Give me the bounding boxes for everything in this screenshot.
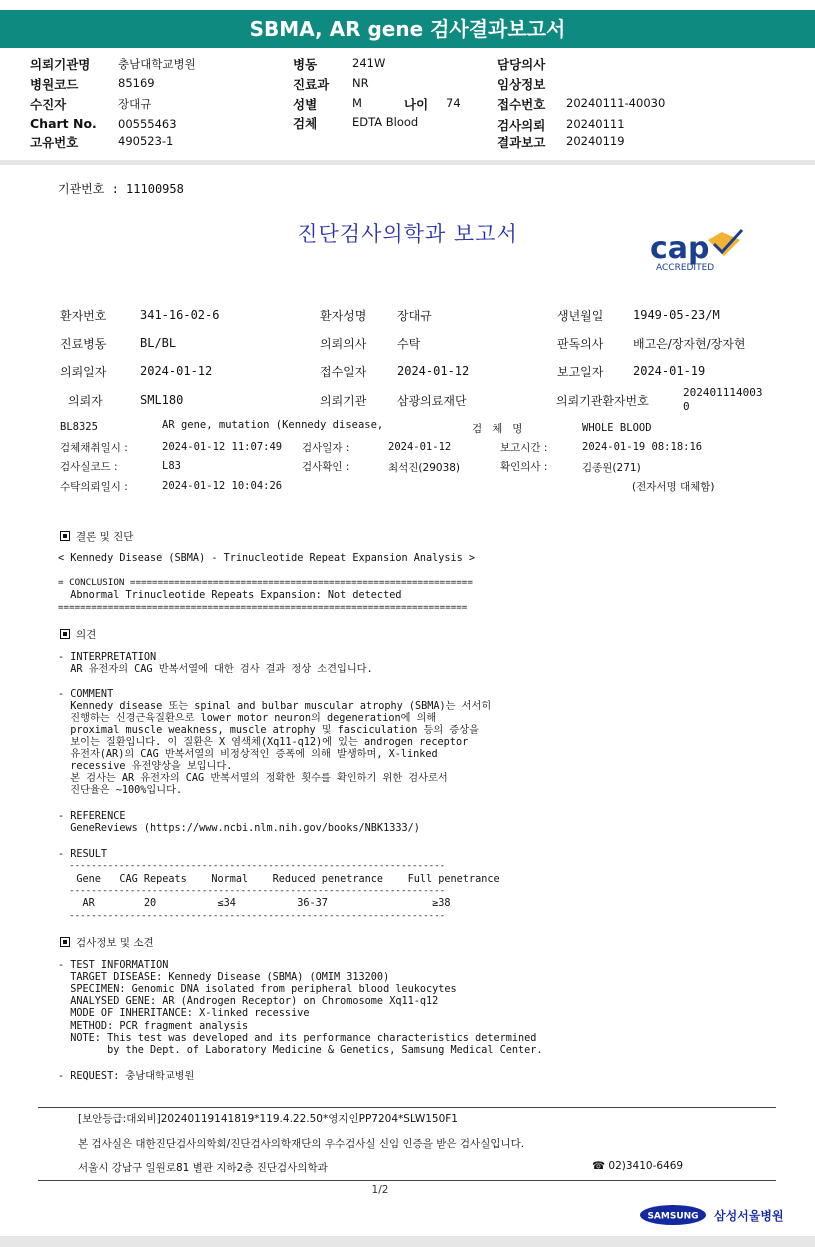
header-info (0, 55, 815, 153)
testinfo-line: ANALYSED GENE: AR (Androgen Receptor) on Chromosome Xq11-q12 (58, 996, 439, 1007)
comment-line: Kennedy disease 또는 spinal and bulbar muscular atrophy (SBMA)는 서서히 (58, 701, 492, 712)
patient-value: 장대규 (397, 309, 432, 323)
testinfo-line: SPECIMEN: Genomic DNA isolated from peripheral blood leukocytes (58, 984, 457, 995)
patient-label: 환자성명 (320, 309, 367, 323)
test-date-value: 2024-01-12 (388, 441, 452, 453)
cert-line: 본 검사실은 대한진단검사의학회/진단검사의학재단의 우수검사실 신임 인증을 받은 검사실입니다. (78, 1138, 525, 1150)
patient-value: 수탁 (397, 337, 421, 351)
header-value: 241W (352, 56, 386, 70)
address-line: 서울시 강남구 일원로81 별관 지하2층 진단검사의학과 (78, 1162, 328, 1174)
header-label: 의뢰기관명 (30, 57, 91, 72)
table-header: Gene CAG Repeats Normal Reduced penetrance Full penetrance (58, 874, 500, 885)
conclusion-line: = CONCLUSION ============================================================== (58, 577, 473, 588)
doctor-label: 확인의사 : (500, 461, 548, 473)
patient-label: 의뢰의사 (320, 337, 367, 351)
header-value: 20240119 (566, 134, 625, 148)
square-bullet-icon (60, 937, 70, 947)
header-value: 20240111 (566, 117, 625, 131)
interp-head: - INTERPRETATION (58, 652, 157, 663)
svg-text:cap: cap (650, 231, 710, 266)
header-value: 장대규 (118, 97, 152, 111)
patient-label: 의뢰일자 (60, 365, 107, 379)
patient-value: 삼광의료재단 (397, 394, 467, 408)
header-label: 고유번호 (30, 135, 79, 150)
header-label: 임상정보 (497, 77, 546, 92)
order-value: 2024-01-12 10:04:26 (162, 480, 283, 492)
header-label: 진료과 (293, 77, 330, 92)
order-label: 수탁의뢰일시 : (60, 481, 128, 493)
comment-line: 진단율은 ~100%입니다. (58, 785, 183, 796)
header-value: M (352, 96, 362, 110)
header-value: 20240111-40030 (566, 96, 666, 110)
comment-line: 본 검사는 AR 유전자의 CAG 반복서열의 정확한 횟수를 확인하기 위한 검사로서 (58, 773, 448, 784)
cap-accredited-logo (650, 226, 760, 280)
footer-divider (38, 1180, 776, 1181)
bottom-bar (0, 1236, 815, 1247)
doctor-value: 김종원(271) (582, 462, 641, 474)
analysis-title: < Kennedy Disease (SBMA) - Trinucleotide Repeat Expansion Analysis > (58, 553, 476, 564)
header-value: 충남대학교병원 (118, 57, 196, 71)
conclusion-end: ========================================================================== (58, 602, 468, 613)
sign-note: (전자서명 대체함) (632, 481, 715, 493)
comment-line: 보이는 질환입니다. 이 질환은 X 염색체(Xq11-q12)에 있는 androgen receptor (58, 737, 469, 748)
patient-label: 판독의사 (557, 337, 604, 351)
test-code: BL8325 (60, 421, 98, 433)
patient-value: 2024-01-19 (633, 364, 706, 378)
page-number: 1/2 (371, 1184, 389, 1196)
header-value: NR (352, 76, 369, 90)
patient-value: 배고은/장자현/장자현 (633, 337, 746, 351)
patient-value: 2024-01-12 (140, 364, 213, 378)
report-time-label: 보고시간 : (500, 442, 548, 454)
table-rule: -------------------------------------------------------------------- (58, 910, 446, 921)
header-label-age: 나이 (404, 97, 429, 112)
testinfo-line: METHOD: PCR fragment analysis (58, 1021, 249, 1032)
header-value-age: 74 (446, 96, 461, 110)
testinfo-line: MODE OF INHERITANCE: X-linked recessive (58, 1008, 310, 1019)
section-testinfo-title (60, 935, 154, 950)
header-label: Chart No. (30, 116, 97, 131)
room-label: 검사실코드 : (60, 461, 118, 473)
comment-line: 진행하는 신경근육질환으로 lower motor neuron의 degeneration에 의해 (58, 713, 437, 724)
ref-text: GeneReviews (https://www.ncbi.nlm.nih.gov/books/NBK1333/) (58, 823, 420, 834)
patient-label: 환자번호 (60, 309, 107, 323)
cap-accredited-text: ACCREDITED (656, 263, 715, 273)
samsung-hospital-logo (640, 1202, 790, 1232)
specimen-label: 검 체 명 (472, 423, 523, 435)
samsung-logo-text: SAMSUNG (647, 1211, 699, 1222)
section-title-text: 검사정보 및 소견 (76, 937, 154, 949)
header-label: 접수번호 (497, 97, 546, 112)
header-label: 성별 (293, 97, 318, 112)
specimen-value: WHOLE BLOOD (582, 422, 652, 434)
patient-label: 접수일자 (320, 365, 367, 379)
patient-value: 2024-01-12 (397, 364, 470, 378)
interp-text: AR 유전자의 CAG 반복서열에 대한 검사 결과 정상 소견입니다. (58, 664, 373, 675)
header-value: EDTA Blood (352, 115, 419, 129)
table-rule: -------------------------------------------------------------------- (58, 885, 446, 896)
report-banner: SBMA, AR gene 검사결과보고서 (0, 10, 815, 48)
report-title: 진단검사의학과 보고서 (297, 222, 518, 246)
testinfo-line: by the Dept. of Laboratory Medicine & Genetics, Samsung Medical Center. (58, 1045, 543, 1056)
patient-value: SML180 (140, 393, 184, 407)
square-bullet-icon (60, 531, 70, 541)
header-value: 00555463 (118, 117, 177, 131)
conclusion-text: Abnormal Trinucleotide Repeats Expansion: Not detected (58, 590, 402, 601)
report-time-value: 2024-01-19 08:18:16 (582, 441, 703, 453)
testinfo-line: TARGET DISEASE: Kennedy Disease (SBMA) (OMIM 313200) (58, 972, 390, 983)
header-label: 수진자 (30, 97, 67, 112)
confirm-label: 검사확인 : (302, 461, 350, 473)
confirm-value: 최석진(29038) (388, 462, 461, 474)
section-opinion-title (60, 627, 96, 642)
section-title-text: 의견 (76, 629, 97, 641)
ref-head: - REFERENCE (58, 811, 126, 822)
collect-label: 검체채취일시 : (60, 442, 128, 454)
header-label: 병동 (293, 57, 318, 72)
header-label: 병원코드 (30, 77, 79, 92)
patient-label: 진료병동 (60, 337, 107, 351)
comment-line: recessive 유전양상을 보입니다. (58, 761, 233, 772)
header-label: 담당의사 (497, 57, 546, 72)
phone-line: ☎ 02)3410-6469 (592, 1160, 684, 1172)
patient-label: 의뢰기관환자번호 (556, 394, 649, 408)
test-date-label: 검사일자 : (302, 442, 350, 454)
comment-line: 유전자(AR)의 CAG 반복서열의 비정상적인 증폭에 의해 발생하며, X-linked (58, 749, 438, 760)
footer-divider (38, 1107, 776, 1108)
patient-label: 보고일자 (557, 365, 604, 379)
result-head: - RESULT (58, 849, 108, 860)
section-result-title (60, 529, 133, 544)
header-value: 85169 (118, 76, 155, 90)
square-bullet-icon (60, 629, 70, 639)
request-line: - REQUEST: 충남대학교병원 (58, 1071, 195, 1082)
patient-value: BL/BL (140, 336, 177, 350)
patient-value: 1949-05-23/M (633, 308, 720, 322)
testinfo-line: NOTE: This test was developed and its performance characteristics determined (58, 1033, 537, 1044)
testinfo-line: - TEST INFORMATION (58, 960, 169, 971)
header-label: 검사의뢰 (497, 118, 546, 133)
patient-label: 의뢰자 (68, 394, 103, 408)
table-row: AR 20 ≤34 36-37 ≥38 (58, 898, 451, 909)
room-value: L83 (162, 460, 181, 472)
section-title-text: 결론 및 진단 (76, 531, 134, 543)
header-label: 결과보고 (497, 135, 546, 150)
hospital-name: 삼성서울병원 (714, 1209, 784, 1223)
comment-line: proximal muscle weakness, muscle atrophy 및 fasciculation 등의 증상을 (58, 725, 479, 736)
patient-value: 341-16-02-6 (140, 308, 220, 322)
institution-number: 기관번호 : 11100958 (58, 182, 184, 196)
test-name: AR gene, mutation (Kennedy disease, (162, 419, 384, 431)
collect-value: 2024-01-12 11:07:49 (162, 441, 283, 453)
comment-head: - COMMENT (58, 689, 114, 700)
patient-label: 생년월일 (557, 309, 604, 323)
header-label: 검체 (293, 116, 318, 131)
header-value: 490523-1 (118, 134, 174, 148)
patient-value-wrap: 0 (683, 400, 690, 413)
security-line: [보안등급:대외비]20240119141819*119.4.22.50*영지인PP7204*SLW150F1 (78, 1113, 458, 1125)
header-divider (0, 160, 815, 165)
table-rule: -------------------------------------------------------------------- (58, 860, 446, 871)
patient-value: 202401114003 (683, 386, 763, 399)
patient-label: 의뢰기관 (320, 394, 367, 408)
